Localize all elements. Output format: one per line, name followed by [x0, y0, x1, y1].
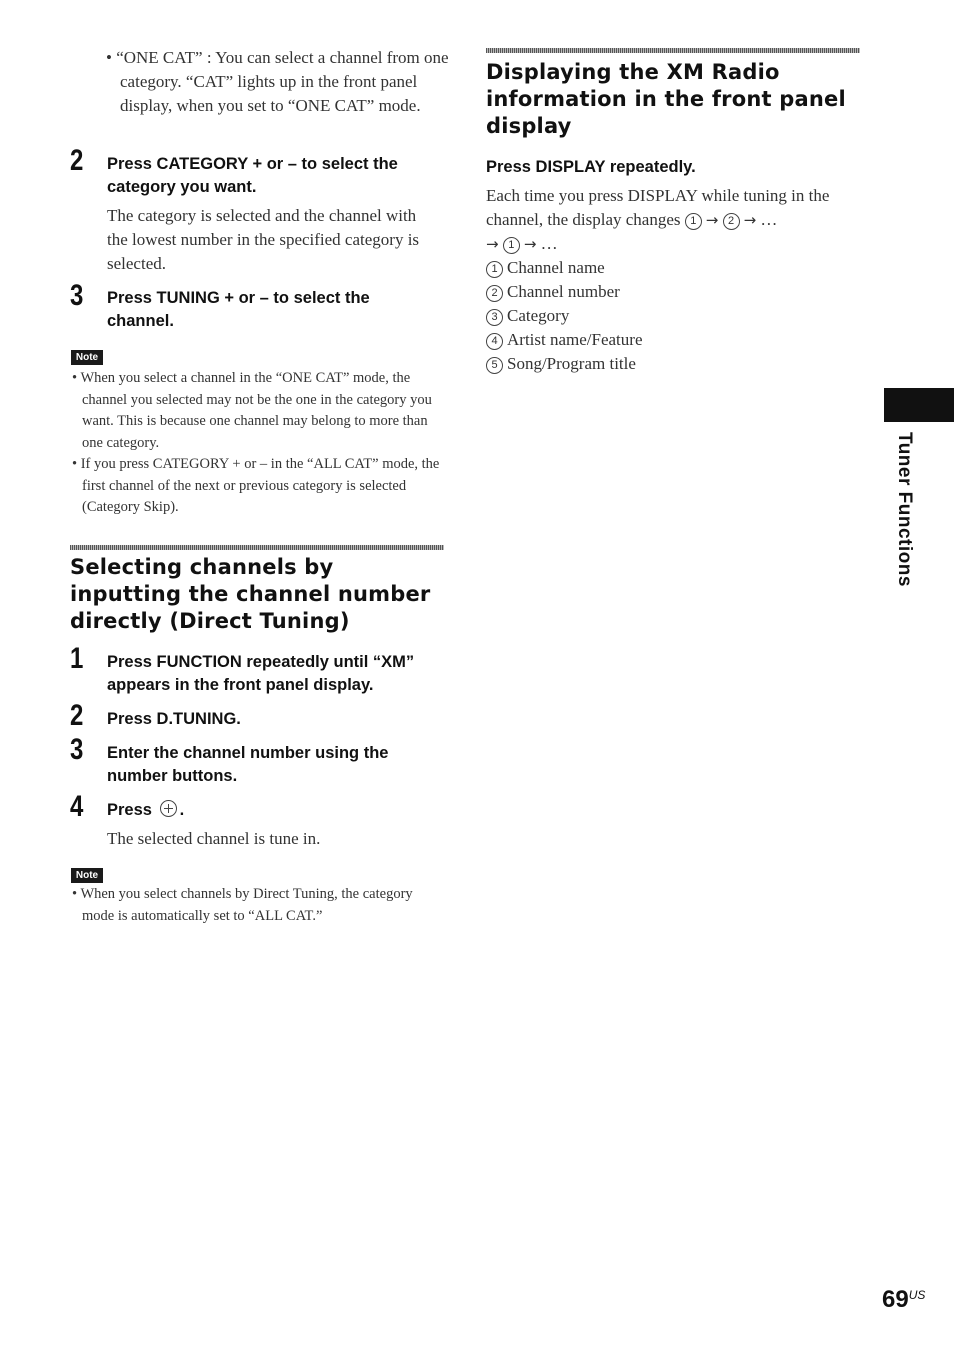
step-number: 2 — [70, 144, 84, 177]
ellipsis: … — [760, 210, 778, 229]
side-tab-label: Tuner Functions — [894, 432, 915, 587]
circled-number-icon: 1 — [503, 237, 520, 254]
note-item: • When you select a channel in the “ONE CAT” mode, the channel you selected may not be the one in the category you want. This is because one channel may belong to more than one category. — [72, 370, 432, 451]
arrow-icon: → — [705, 211, 719, 229]
circled-number-icon: 4 — [486, 333, 503, 350]
step-body: The category is selected and the channel with the lowest number in the specified category is selected. — [107, 206, 420, 273]
list-item-text: Channel name — [507, 258, 605, 277]
section-rule — [70, 545, 444, 550]
list-item-text: Category — [507, 306, 570, 325]
page-number-suffix: US — [908, 1288, 926, 1302]
step-number: 3 — [70, 733, 84, 766]
circled-number-icon: 5 — [486, 357, 503, 374]
list-item-text: Channel number — [507, 282, 620, 301]
one-cat-bullet: • “ONE CAT” : You can select a channel from one category. “CAT” lights up in the front panel display, when you set to “ONE CAT” mode. — [106, 48, 449, 115]
arrow-icon: → — [523, 235, 537, 253]
step-number: 3 — [70, 279, 84, 312]
ellipsis: … — [540, 234, 558, 253]
description-text: Each time you press DISPLAY while tuning in the channel, the display changes — [486, 186, 830, 229]
step-number: 4 — [70, 790, 84, 823]
display-description — [486, 184, 858, 256]
section-heading: Selecting channels by inputting the channel number directly (Direct Tuning) — [70, 555, 431, 633]
step-title-prefix: Press — [107, 801, 152, 819]
circled-number-icon: 2 — [486, 285, 503, 302]
display-items-list — [486, 256, 858, 376]
step-title: Press CATEGORY + or – to select the category you want. — [107, 155, 398, 196]
step-number: 2 — [70, 699, 84, 732]
step-number: 1 — [70, 642, 84, 675]
list-item — [486, 256, 858, 280]
note-item: • If you press CATEGORY + or – in the “ALL CAT” mode, the first channel of the next or previous category is selected (Category Skip). — [72, 456, 440, 515]
note-block — [72, 368, 444, 519]
subheading: Press DISPLAY repeatedly. — [486, 158, 696, 176]
note-badge: Note — [71, 350, 103, 365]
arrow-icon: → — [743, 211, 757, 229]
list-item — [486, 352, 858, 376]
list-item-text: Artist name/Feature — [507, 330, 643, 349]
step-title — [107, 799, 447, 822]
step-body: The selected channel is tune in. — [107, 829, 321, 848]
side-tab-marker — [884, 388, 954, 422]
arrow-icon: → — [486, 235, 499, 253]
circled-number-icon: 3 — [486, 309, 503, 326]
note-badge: Note — [71, 868, 103, 883]
circled-number-icon: 1 — [685, 213, 702, 230]
page-number-value: 69 — [882, 1286, 909, 1313]
note-item: • When you select channels by Direct Tuning, the category mode is automatically set to “ALL CAT.” — [72, 886, 413, 924]
list-item-text: Song/Program title — [507, 354, 636, 373]
circled-number-icon: 2 — [723, 213, 740, 230]
list-item — [486, 280, 858, 304]
step-title: Press TUNING + or – to select the channel. — [107, 289, 370, 330]
step-title: Press D.TUNING. — [107, 710, 241, 728]
step-title: Enter the channel number using the number buttons. — [107, 744, 389, 785]
note-block — [72, 884, 444, 927]
section-rule — [486, 48, 860, 53]
list-item — [486, 304, 858, 328]
section-heading: Displaying the XM Radio information in the front panel display — [486, 60, 846, 138]
circled-number-icon: 1 — [486, 261, 503, 278]
enter-button-icon — [160, 800, 177, 817]
step-title: Press FUNCTION repeatedly until “XM” appears in the front panel display. — [107, 653, 415, 694]
list-item — [486, 328, 858, 352]
page-number — [882, 1286, 925, 1314]
step-title-suffix: . — [179, 801, 185, 819]
